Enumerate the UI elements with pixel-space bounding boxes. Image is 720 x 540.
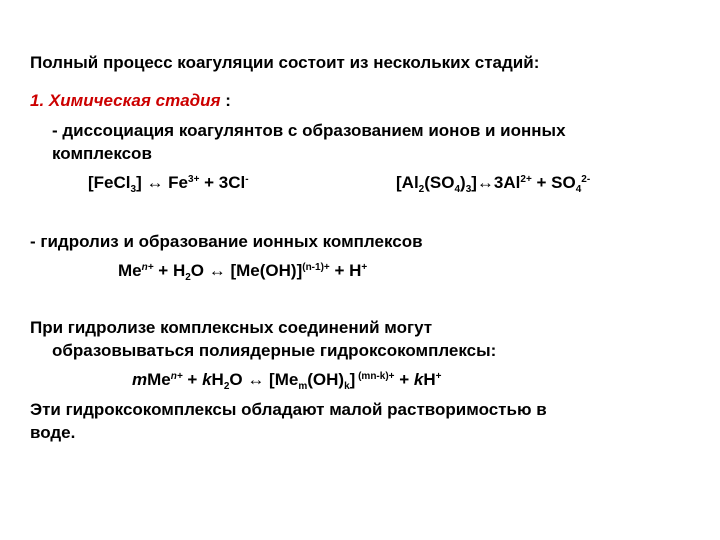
equation-fecl3: [FeCl$_3$] ↔ $Fe^{3+} + 3Cl^-$ [88,173,249,195]
equation-hydrolysis: $Me^{n+} + H_2O$ ↔ $[Me(OH)]^{(n-1)+} + H^+$ [118,261,368,283]
slide-title: Полный процесс коагуляции состоит из нескольких стадий: [30,53,540,72]
solubility-line-1: Эти гидроксокомплексы обладают малой растворимостью в [30,400,547,419]
equation-polynuclear: $mMe^{n+} + kH_2O$ ↔ $[Me_m(OH)_k] ^{(mn-k)+} + kH^+$ [132,370,442,392]
dissociation-line-1: - диссоциация коагулянтов с образованием ионов и ионных [52,121,566,140]
stage-1-heading [30,90,231,112]
stage-1-colon: : [220,91,231,110]
hydrolysis-line: - гидролиз и образование ионных комплексов [30,232,423,251]
stage-1-label: 1. Химическая стадия [30,91,221,110]
dissociation-line-2: комплексов [52,144,152,163]
solubility-line-2: воде. [30,423,76,442]
polynuclear-line-1: При гидролизе комплексных соединений могут [30,318,433,337]
equation-al2so43: $[Al_2(SO_4)_3]\leftrightarrow 3Al^{2+} + SO_4^{2-}$ [396,173,591,195]
polynuclear-line-2: образовываться полиядерные гидроксокомплексы: [52,341,497,360]
